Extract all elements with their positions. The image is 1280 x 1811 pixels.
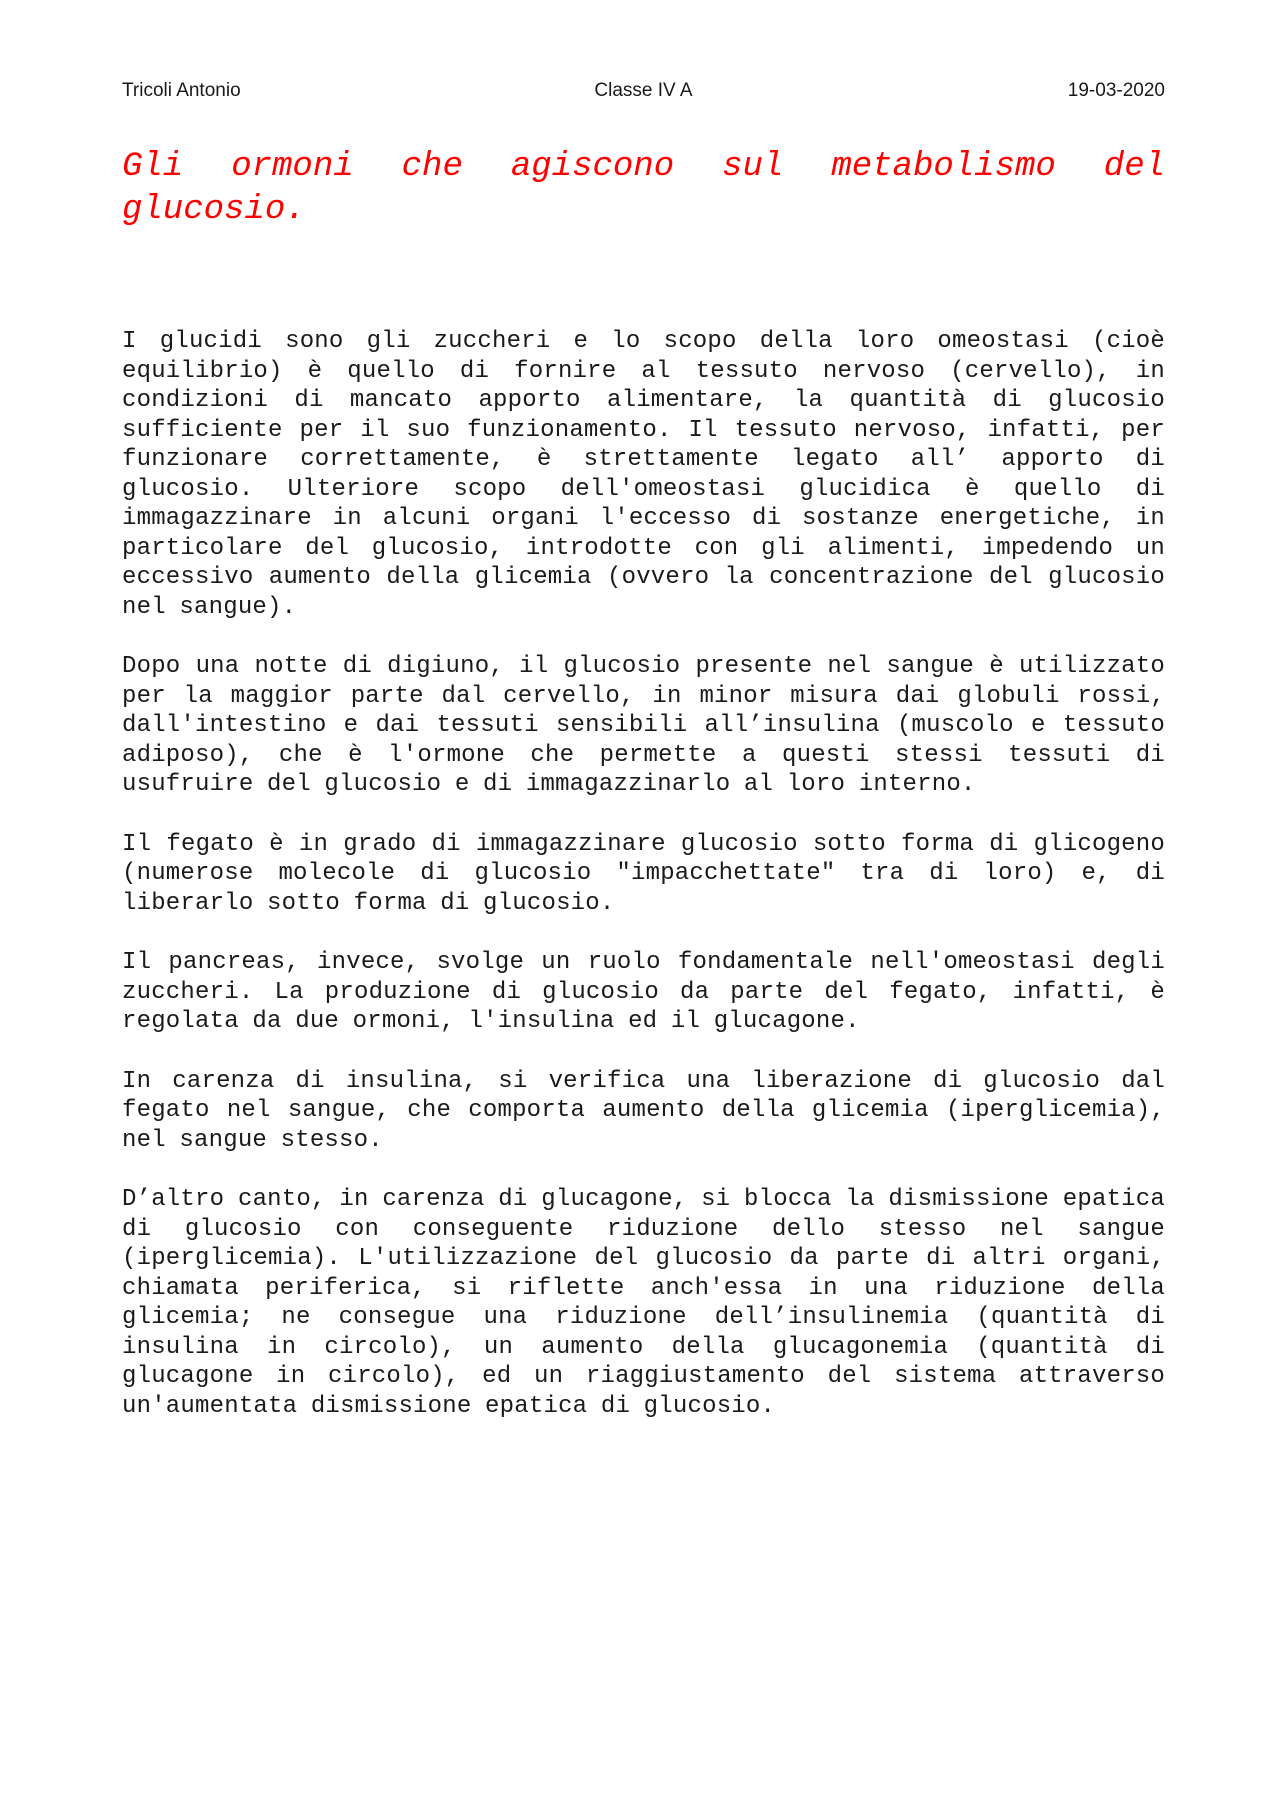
paragraph-2: Dopo una notte di digiuno, il glucosio presente nel sangue è utilizzato per la maggior parte dal cervello, in minor misura dai globuli rossi, dall'intestino e dai tessuti sensibili all’insulina (muscolo e tessuto adiposo), che è l'ormone che permette a questi stessi tessuti di usufruire del glucosio e di immagazzinarlo al loro interno. bbox=[122, 653, 1165, 798]
paragraph-4: Il pancreas, invece, svolge un ruolo fondamentale nell'omeostasi degli zuccheri. La produzione di glucosio da parte del fegato, infatti, è regolata da due ormoni, l'insulina ed il glucagone. bbox=[122, 949, 1165, 1035]
page-header bbox=[122, 80, 1165, 106]
paragraph-3: Il fegato è in grado di immagazzinare glucosio sotto forma di glicogeno (numerose molecole di glucosio "impacchettate" tra di loro) e, di liberarlo sotto forma di glucosio. bbox=[122, 830, 1165, 917]
document-title: Gli ormoni che agiscono sul metabolismo del glucosio. bbox=[122, 148, 1165, 229]
author-name: Tricoli Antonio bbox=[122, 80, 241, 101]
paragraph-6: D’altro canto, in carenza di glucagone, si blocca la dismissione epatica di glucosio con conseguente riduzione dello stesso nel sangue (iperglicemia). L'utilizzazione del glucosio da parte di altri organi, chiamata periferica, si riflette anch'essa in una riduzione della glicemia; ne consegue una riduzione dell’insulinemia (quantità di insulina in circolo), un aumento della glucagonemia (quantità di glucagone in circolo), ed un riaggiustamento del sistema attraverso un'aumentata dismissione epatica di glucosio. bbox=[122, 1186, 1165, 1420]
document-body bbox=[122, 327, 1165, 1451]
class-label: Classe IV A bbox=[594, 80, 693, 101]
paragraph-5: In carenza di insulina, si verifica una liberazione di glucosio dal fegato nel sangue, che comporta aumento della glicemia (iperglicemia), nel sangue stesso. bbox=[122, 1067, 1165, 1154]
paragraph-1: I glucidi sono gli zuccheri e lo scopo della loro omeostasi (cioè equilibrio) è quello di fornire al tessuto nervoso (cervello), in condizioni di mancato apporto alimentare, la quantità di glucosio sufficiente per il suo funzionamento. Il tessuto nervoso, infatti, per funzionare correttamente, è strettamente legato all’ apporto di glucosio. Ulteriore scopo dell'omeostasi glucidica è quello di immagazzinare in alcuni organi l'eccesso di sostanze energetiche, in particolare del glucosio, introdotte con gli alimenti, impedendo un eccessivo aumento della glicemia (ovvero la concentrazione del glucosio nel sangue). bbox=[122, 328, 1165, 621]
document-date: 19-03-2020 bbox=[1067, 80, 1165, 101]
